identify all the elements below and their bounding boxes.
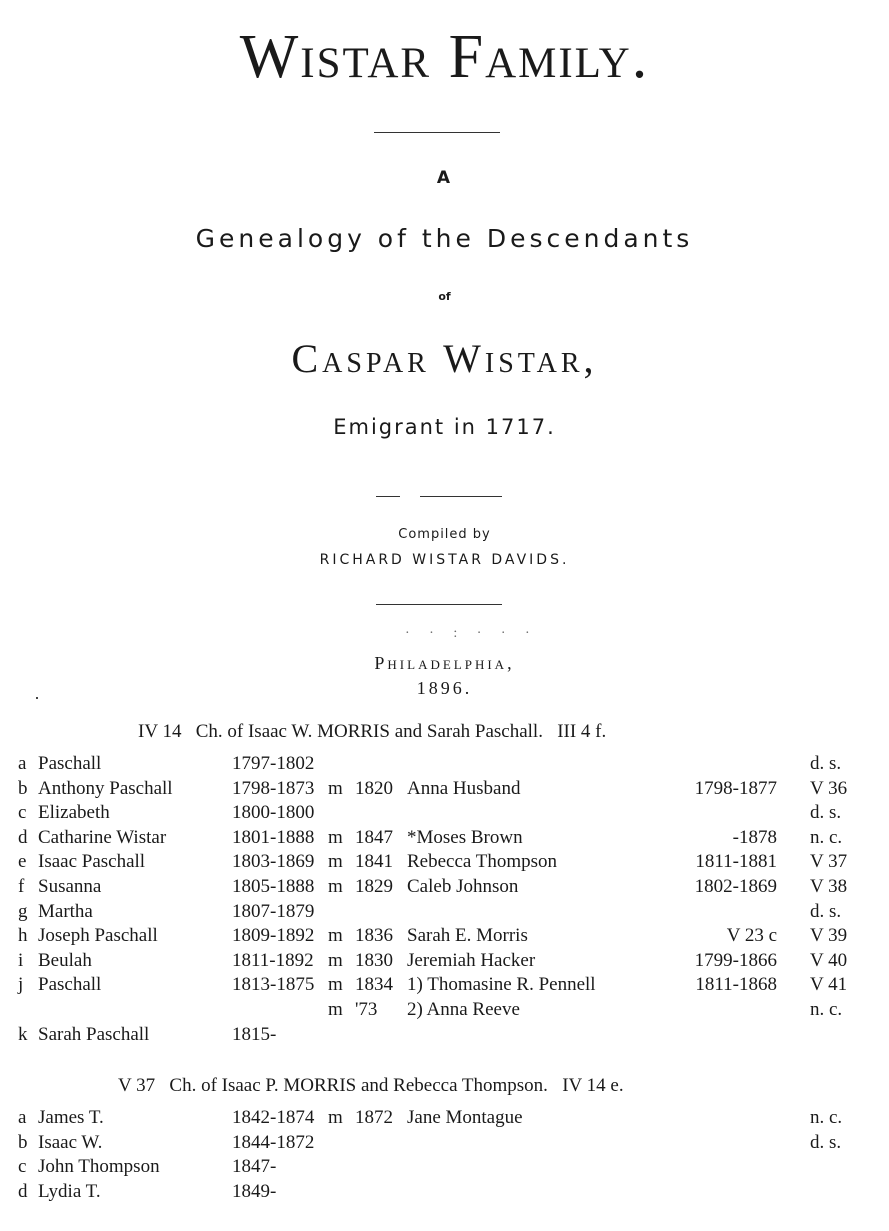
cell-name: Beulah [38, 949, 92, 971]
table-row [0, 802, 889, 826]
emigrant-line: Emigrant in 1717. [333, 415, 556, 439]
cell-name: Isaac Paschall [38, 851, 146, 873]
cell-dates: 1797-1802 [232, 753, 315, 774]
cell-m: m [328, 999, 343, 1020]
section-heading [118, 1075, 624, 1097]
cell-ref: V 37 [810, 851, 848, 873]
cell-ref: n. c. [810, 826, 843, 848]
cell-name: Sarah Paschall [38, 1023, 150, 1045]
cell-myear: 1841 [355, 851, 393, 873]
cell-dates: 1813-1875 [232, 974, 315, 996]
main-title: Wistar Family. [239, 23, 650, 91]
cell-m: m [328, 974, 343, 996]
title-article: A [436, 168, 453, 188]
cell-spouse: 1) Thomasine R. Pennell [407, 974, 596, 996]
cell-dates: 1807-1879 [232, 900, 315, 922]
speck [36, 697, 38, 699]
table-row [0, 1132, 889, 1156]
cell-letter: b [18, 1131, 28, 1153]
cell-letter: c [18, 1156, 27, 1178]
table-row [0, 1107, 889, 1131]
cell-letter: a [18, 753, 27, 774]
cell-sdates: 1799-1866 [694, 949, 777, 971]
section-id: IV 14 [138, 721, 182, 742]
cell-spouse: 2) Anna Reeve [407, 999, 520, 1020]
cell-dates: 1847- [232, 1156, 277, 1178]
cell-letter: d [18, 1180, 28, 1202]
cell-ref: V 41 [810, 974, 848, 996]
cell-dates: 1815- [232, 1023, 277, 1045]
table-row [0, 925, 889, 949]
section-text: Ch. of Isaac W. MORRIS and Sarah Paschall. [195, 721, 543, 742]
cell-letter: k [18, 1023, 28, 1045]
title-of: of [438, 290, 451, 303]
section-ref: III 4 f. [557, 721, 607, 742]
cell-ref: n. c. [810, 1107, 843, 1128]
cell-letter: j [18, 974, 24, 996]
cell-name: Martha [38, 900, 93, 922]
cell-sdates: 1802-1869 [694, 876, 777, 897]
cell-letter: b [18, 777, 28, 799]
cell-name: John Thompson [38, 1156, 160, 1178]
subtitle: Genealogy of the Descendants [195, 224, 694, 253]
cell-ref: n. c. [810, 999, 843, 1020]
cell-ref: V 39 [810, 925, 848, 947]
cell-dates: 1805-1888 [232, 876, 315, 897]
table-row [0, 778, 889, 802]
cell-myear: 1847 [355, 826, 393, 848]
cell-spouse: Caleb Johnson [407, 876, 519, 897]
cell-dates: 1844-1872 [232, 1131, 315, 1153]
cell-letter: e [18, 851, 27, 873]
cell-dates: 1798-1873 [232, 777, 315, 799]
cell-ref: d. s. [810, 1131, 842, 1153]
divider [420, 496, 502, 497]
cell-name: Isaac W. [38, 1131, 103, 1153]
cell-spouse: Rebecca Thompson [407, 851, 558, 873]
cell-m: m [328, 826, 343, 848]
cell-ref: V 40 [810, 949, 848, 971]
cell-name: Joseph Paschall [38, 925, 158, 947]
cell-dates: 1809-1892 [232, 925, 315, 947]
cell-sdates: 1811-1881 [695, 851, 777, 873]
cell-letter: f [18, 876, 25, 897]
cell-spouse: Jane Montague [407, 1107, 523, 1128]
cell-myear: 1872 [355, 1107, 393, 1128]
cell-ref: d. s. [810, 900, 842, 922]
cell-dates: 1801-1888 [232, 826, 315, 848]
cell-myear: 1829 [355, 876, 393, 897]
section-heading [138, 721, 606, 743]
cell-dates: 1811-1892 [232, 949, 314, 971]
divider [376, 496, 400, 497]
divider [376, 604, 502, 605]
compiled-by: Compiled by [398, 527, 491, 542]
table-row [0, 753, 889, 777]
cell-name: Susanna [38, 876, 102, 897]
cell-name: Anthony Paschall [38, 777, 173, 799]
table-row [0, 950, 889, 974]
table-row [0, 974, 889, 998]
cell-myear: 1830 [355, 949, 393, 971]
author: RICHARD WISTAR DAVIDS. [319, 552, 570, 568]
cell-myear: 1834 [355, 974, 393, 996]
publication-city: Philadelphia, [374, 653, 515, 673]
cell-spouse: Jeremiah Hacker [407, 949, 536, 971]
subject-name: Caspar Wistar, [291, 336, 598, 381]
cell-sdates: 1798-1877 [694, 777, 777, 799]
cell-letter: c [18, 802, 27, 824]
cell-m: m [328, 876, 343, 897]
divider [374, 132, 500, 133]
cell-sdates: 1811-1868 [695, 974, 777, 996]
section-text: Ch. of Isaac P. MORRIS and Rebecca Thompson. [169, 1075, 548, 1096]
cell-letter: h [18, 925, 28, 947]
cell-spouse: *Moses Brown [407, 826, 523, 848]
cell-name: Lydia T. [38, 1180, 101, 1202]
cell-name: Elizabeth [38, 802, 110, 824]
cell-sdates: -1878 [732, 826, 777, 848]
cell-myear: 1820 [355, 777, 393, 799]
cell-ref: V 36 [810, 777, 848, 799]
cell-name: Catharine Wistar [38, 826, 167, 848]
cell-letter: i [18, 949, 24, 971]
table-row [0, 1024, 889, 1048]
table-row [0, 851, 889, 875]
table-row [0, 827, 889, 851]
cell-letter: g [18, 900, 28, 922]
cell-sdates: V 23 c [726, 925, 777, 947]
cell-m: m [328, 851, 343, 873]
cell-m: m [328, 925, 343, 947]
cell-dates: 1849- [232, 1180, 277, 1202]
cell-dates: 1800-1800 [232, 802, 315, 824]
cell-dates: 1842-1874 [232, 1107, 315, 1128]
cell-name: James T. [38, 1107, 104, 1128]
cell-letter: a [18, 1107, 27, 1128]
table-row [0, 876, 889, 900]
table-row [0, 901, 889, 925]
cell-m: m [328, 1107, 343, 1128]
cell-name: Paschall [38, 974, 102, 996]
section-id: V 37 [118, 1075, 156, 1096]
cell-myear: 1836 [355, 925, 393, 947]
cell-m: m [328, 777, 343, 799]
table-row [0, 1156, 889, 1180]
cell-name: Paschall [38, 753, 102, 774]
cell-ref: d. s. [810, 802, 842, 824]
table-row [0, 1181, 889, 1205]
cell-m: m [328, 949, 343, 971]
publication-year: 1896. [416, 678, 473, 698]
cell-ref: V 38 [810, 876, 848, 897]
cell-ref: d. s. [810, 753, 842, 774]
section-ref: IV 14 e. [562, 1075, 624, 1096]
cell-myear: '73 [355, 999, 378, 1020]
cell-spouse: Sarah E. Morris [407, 925, 528, 947]
cell-spouse: Anna Husband [407, 777, 521, 799]
cell-dates: 1803-1869 [232, 851, 315, 873]
table-row [0, 999, 889, 1023]
cell-letter: d [18, 826, 28, 848]
ornament: · · : · · · [405, 626, 538, 641]
